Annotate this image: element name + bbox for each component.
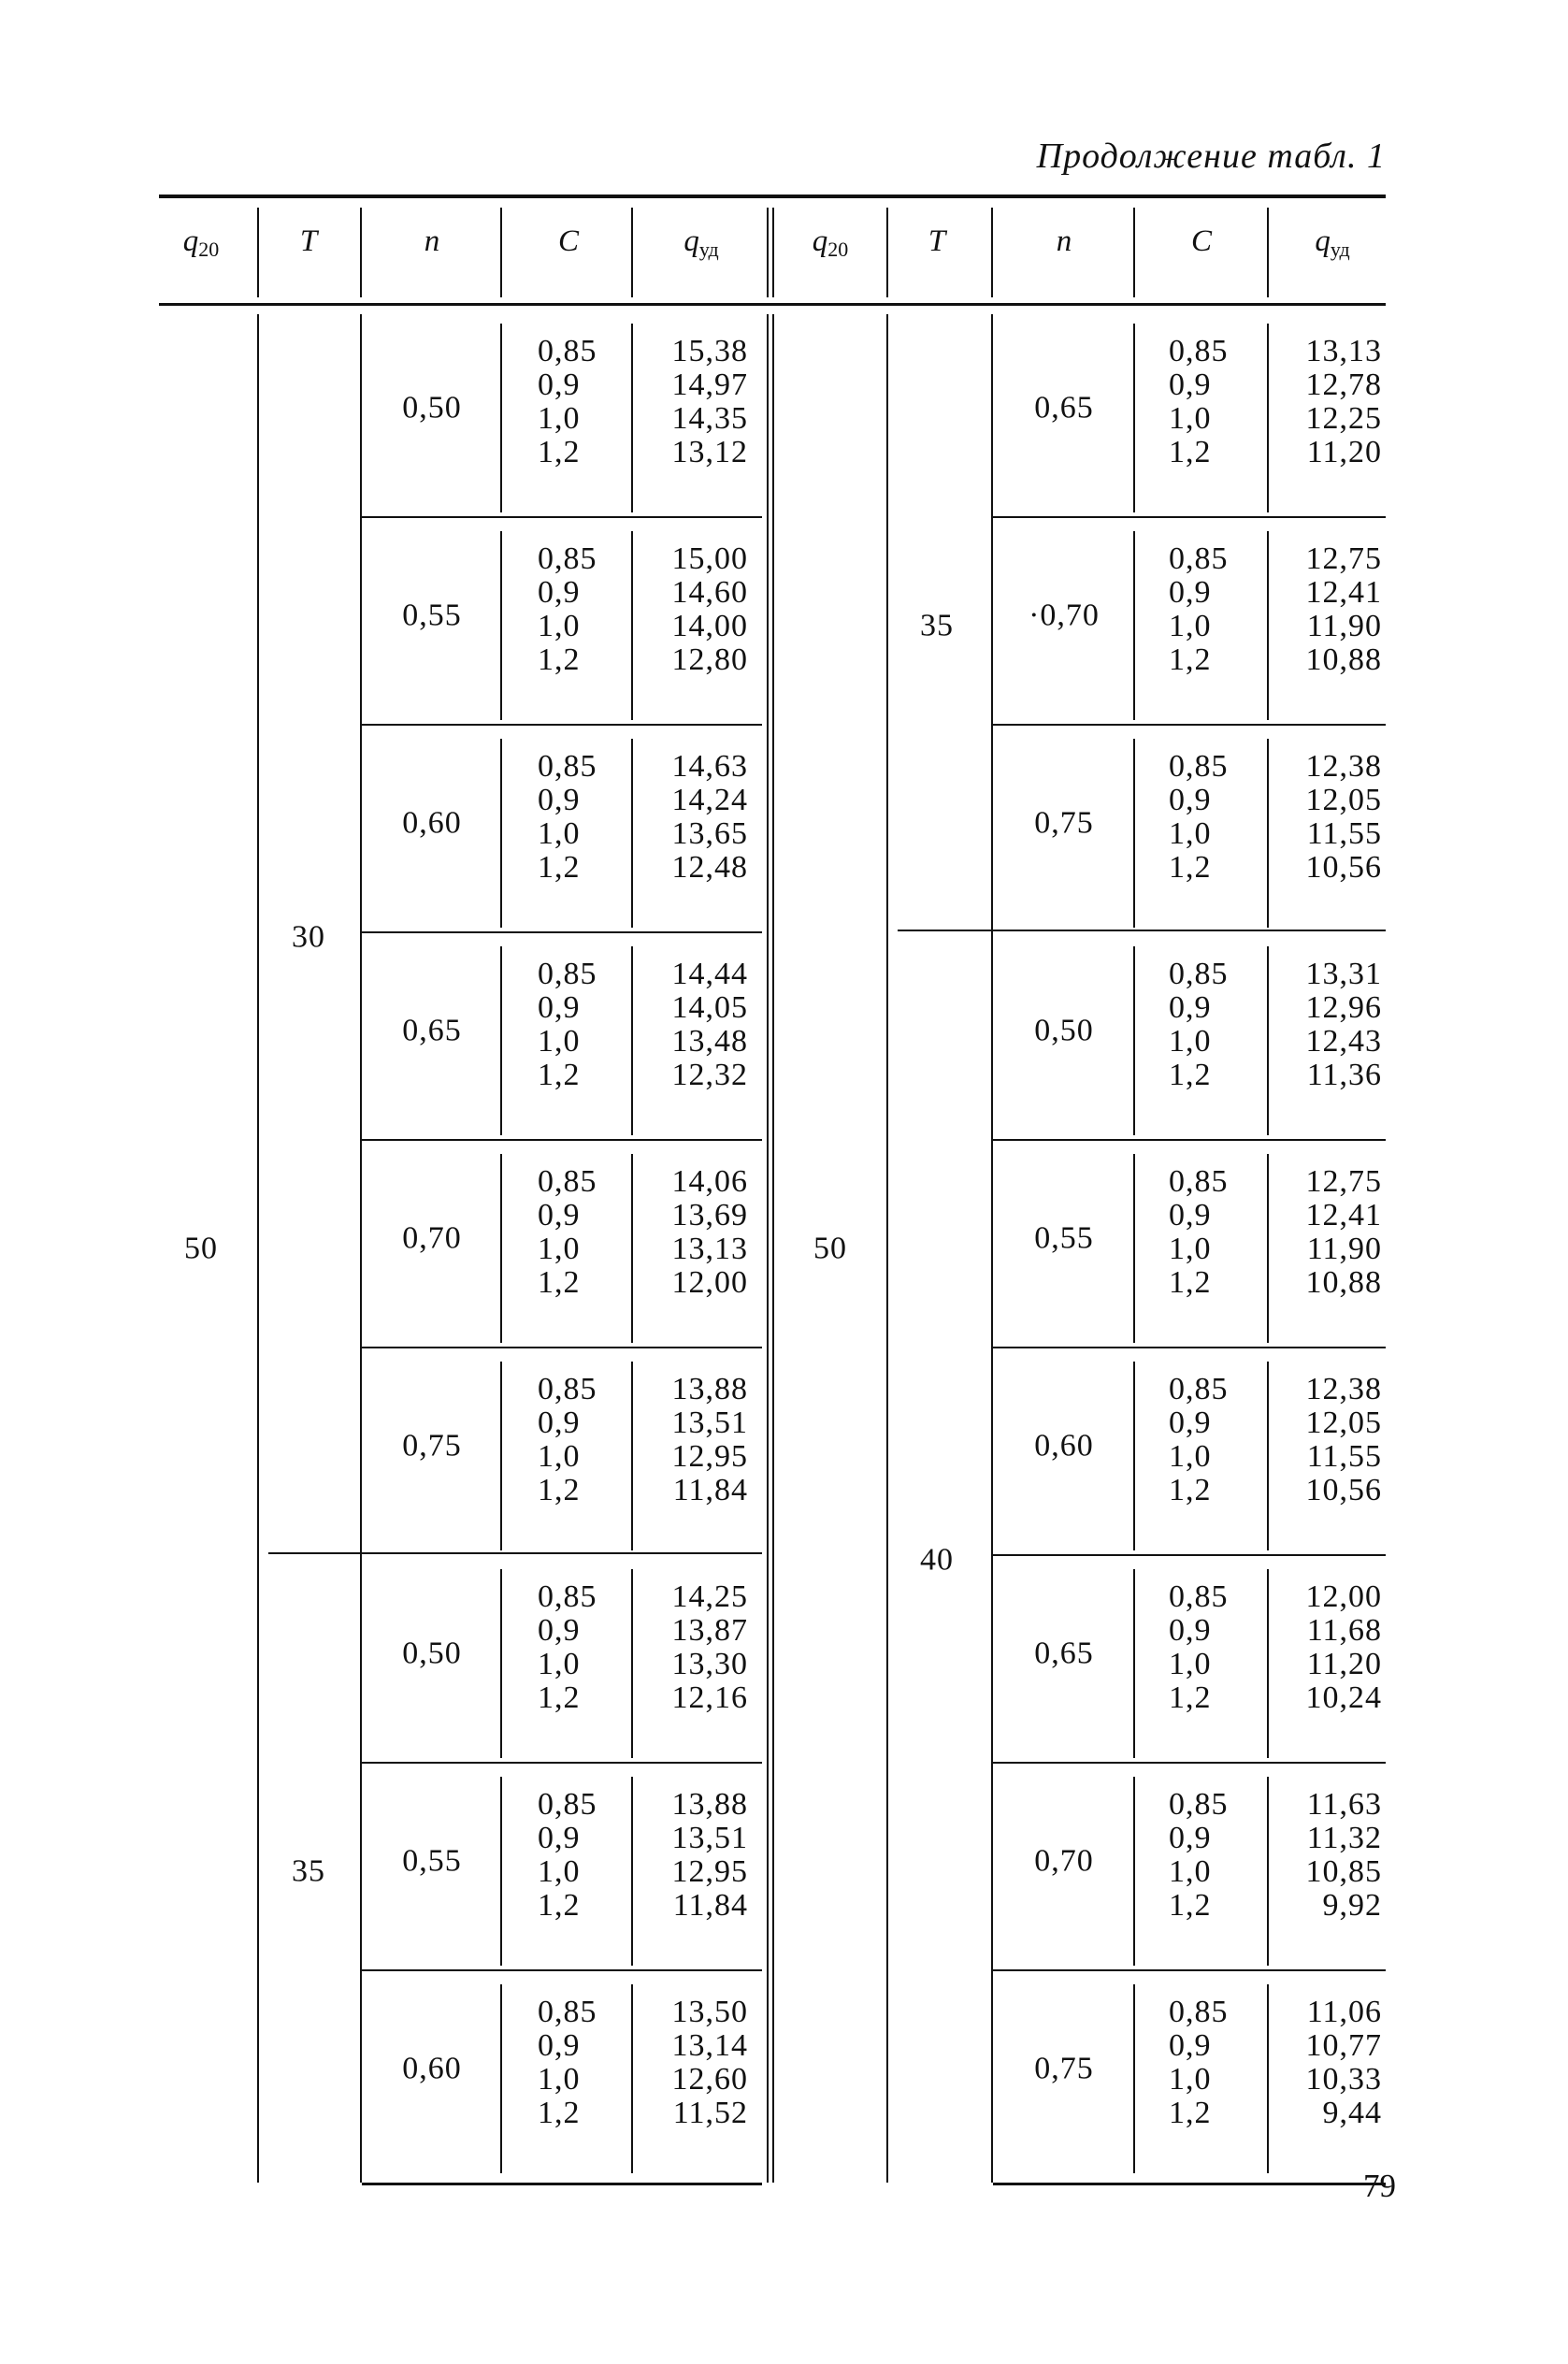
q-value: 11,52 [672, 2096, 748, 2130]
C-value: 1,2 [538, 1680, 581, 1715]
center-divider [772, 314, 774, 2183]
header-divider [257, 208, 259, 297]
q-value: 12,95 [671, 1854, 748, 1889]
C-value: 0,9 [1169, 783, 1212, 817]
q-value: 11,55 [1306, 816, 1382, 851]
header-center-divider [767, 208, 769, 297]
C-value: 0,85 [1169, 1787, 1229, 1822]
C-divider [500, 1777, 502, 1966]
C-value: 0,85 [1169, 1579, 1229, 1614]
C-value: 1,2 [1169, 1265, 1212, 1300]
q-value: 12,43 [1305, 1024, 1382, 1059]
n-value: 0,70 [402, 1220, 462, 1256]
q-value: 11,20 [1306, 435, 1382, 469]
q-divider [1267, 1569, 1269, 1758]
C-value: 0,85 [1169, 334, 1229, 368]
header-divider [1267, 208, 1269, 297]
n-value: 0,65 [402, 1013, 462, 1048]
C-divider [500, 1984, 502, 2173]
C-value: 1,2 [538, 2096, 581, 2130]
q-value: 11,32 [1306, 1821, 1382, 1855]
q-value: 12,00 [1305, 1579, 1382, 1614]
n-value: 0,50 [402, 1636, 462, 1671]
q-value: 10,33 [1305, 2062, 1382, 2097]
row-separator [362, 1762, 762, 1764]
T-divider [360, 314, 362, 2183]
q-value: 12,96 [1305, 990, 1382, 1025]
n-value: 0,60 [1034, 1428, 1094, 1463]
C-value: 1,2 [1169, 850, 1212, 885]
q-value: 14,24 [671, 783, 748, 817]
q20-value: 50 [184, 1231, 218, 1266]
q-divider [631, 1569, 633, 1758]
q-value: 10,56 [1305, 1473, 1382, 1507]
q-value: 12,60 [671, 2062, 748, 2097]
q-value: 11,20 [1306, 1647, 1382, 1681]
q-value: 10,88 [1305, 642, 1382, 677]
q-value: 14,60 [671, 575, 748, 610]
row-separator [993, 724, 1386, 726]
q-value: 14,05 [671, 990, 748, 1025]
q-value: 9,44 [1322, 2096, 1382, 2130]
q20-divider [257, 314, 259, 2183]
C-value: 0,9 [538, 2028, 581, 2063]
q-value: 12,00 [671, 1265, 748, 1300]
q-value: 13,13 [1305, 334, 1382, 368]
C-value: 1,2 [538, 1888, 581, 1923]
q-divider [1267, 324, 1269, 512]
q-value: 11,63 [1306, 1787, 1382, 1822]
q-value: 14,63 [671, 749, 748, 784]
C-value: 1,2 [1169, 435, 1212, 469]
q-value: 11,55 [1306, 1439, 1382, 1474]
C-divider [1133, 1154, 1135, 1343]
C-value: 0,85 [538, 749, 597, 784]
q-value: 12,05 [1305, 1405, 1382, 1440]
n-value: 0,50 [402, 390, 462, 425]
q-value: 13,31 [1305, 957, 1382, 991]
q-value: 11,84 [672, 1888, 748, 1923]
C-value: 1,0 [538, 1232, 581, 1266]
C-value: 0,85 [538, 541, 597, 576]
n-value: 0,75 [402, 1428, 462, 1463]
C-divider [1133, 324, 1135, 512]
C-value: 0,9 [1169, 1613, 1212, 1648]
T-value: 30 [292, 919, 325, 955]
row-separator [993, 1969, 1386, 1971]
q-divider [631, 324, 633, 512]
C-value: 0,85 [538, 334, 597, 368]
table-top-rule [159, 195, 1386, 198]
C-value: 1,2 [1169, 1058, 1212, 1092]
q-divider [631, 1154, 633, 1343]
C-value: 1,0 [538, 2062, 581, 2097]
C-value: 0,85 [1169, 1372, 1229, 1406]
C-divider [1133, 1362, 1135, 1550]
q-value: 13,88 [671, 1787, 748, 1822]
q-divider [1267, 1362, 1269, 1550]
q-value: 14,44 [671, 957, 748, 991]
table-bottom-rule [993, 2183, 1386, 2185]
C-value: 0,85 [538, 1372, 597, 1406]
C-value: 0,9 [538, 1405, 581, 1440]
header-bottom-rule [159, 303, 1386, 306]
T-value: 35 [292, 1853, 325, 1889]
table-bottom-rule [362, 2183, 762, 2185]
column-header-C-right: C [1190, 224, 1212, 258]
row-separator [993, 516, 1386, 518]
C-divider [500, 946, 502, 1135]
C-value: 0,9 [538, 1613, 581, 1648]
C-value: 0,85 [538, 1995, 597, 2029]
q-value: 13,51 [671, 1821, 748, 1855]
C-value: 0,85 [538, 1164, 597, 1199]
q-value: 12,25 [1305, 401, 1382, 436]
C-value: 1,2 [538, 435, 581, 469]
q-value: 10,88 [1305, 1265, 1382, 1300]
C-value: 0,9 [538, 990, 581, 1025]
C-value: 0,85 [1169, 1995, 1229, 2029]
n-value: 0,50 [1034, 1013, 1094, 1048]
n-value: 0,55 [402, 598, 462, 633]
column-header-q20-left: $q_{20}$ [182, 224, 220, 261]
q-value: 12,75 [1305, 541, 1382, 576]
C-value: 1,2 [538, 642, 581, 677]
q-value: 9,92 [1322, 1888, 1382, 1923]
column-header-T-left: T [299, 224, 318, 258]
header-divider [631, 208, 633, 297]
C-value: 0,9 [1169, 990, 1212, 1025]
C-value: 0,9 [1169, 368, 1212, 402]
header-divider [1133, 208, 1135, 297]
C-divider [500, 531, 502, 720]
n-value: 0,70 [1034, 1843, 1094, 1879]
q-value: 12,05 [1305, 783, 1382, 817]
T-value: 35 [920, 608, 954, 643]
q-value: 11,90 [1306, 1232, 1382, 1266]
q-value: 13,88 [671, 1372, 748, 1406]
q-value: 11,90 [1306, 609, 1382, 643]
q-value: 13,69 [671, 1198, 748, 1232]
C-value: 1,0 [538, 1439, 581, 1474]
q-value: 13,50 [671, 1995, 748, 2029]
C-value: 0,85 [1169, 749, 1229, 784]
q-value: 11,84 [672, 1473, 748, 1507]
C-divider [1133, 531, 1135, 720]
q-value: 12,41 [1305, 1198, 1382, 1232]
header-divider [991, 208, 993, 297]
row-separator [362, 724, 762, 726]
center-divider [767, 314, 769, 2183]
q-value: 14,97 [671, 368, 748, 402]
C-divider [1133, 1569, 1135, 1758]
C-value: 1,2 [1169, 1473, 1212, 1507]
C-value: 1,0 [538, 609, 581, 643]
C-value: 0,9 [538, 783, 581, 817]
C-value: 0,9 [1169, 2028, 1212, 2063]
C-value: 1,2 [538, 1473, 581, 1507]
header-center-divider [772, 208, 774, 297]
q-value: 13,12 [671, 435, 748, 469]
n-value: 0,65 [1034, 1636, 1094, 1671]
C-divider [1133, 1984, 1135, 2173]
C-divider [500, 1569, 502, 1758]
q-value: 12,16 [671, 1680, 748, 1715]
row-separator [993, 1347, 1386, 1348]
column-header-n-right: n [1056, 224, 1072, 258]
C-value: 0,85 [538, 1787, 597, 1822]
C-value: 1,0 [538, 1647, 581, 1681]
q-divider [1267, 739, 1269, 928]
C-value: 1,2 [538, 1265, 581, 1300]
C-divider [500, 324, 502, 512]
column-header-q20-right: $q_{20}$ [812, 224, 849, 261]
q-value: 10,56 [1305, 850, 1382, 885]
q-divider [1267, 1154, 1269, 1343]
q-value: 12,95 [671, 1439, 748, 1474]
q-value: 12,32 [671, 1058, 748, 1092]
C-value: 0,9 [1169, 1821, 1212, 1855]
C-value: 0,9 [538, 1198, 581, 1232]
C-value: 1,0 [1169, 1647, 1212, 1681]
n-value: 0,75 [1034, 805, 1094, 841]
C-divider [1133, 1777, 1135, 1966]
C-value: 0,85 [1169, 541, 1229, 576]
q-value: 13,51 [671, 1405, 748, 1440]
q-value: 13,87 [671, 1613, 748, 1648]
q-value: 14,00 [671, 609, 748, 643]
q20-divider [886, 314, 888, 2183]
C-divider [500, 1362, 502, 1550]
q-value: 12,38 [1305, 749, 1382, 784]
C-value: 1,2 [1169, 1888, 1212, 1923]
q-divider [631, 1984, 633, 2173]
q-divider [631, 739, 633, 928]
C-value: 0,9 [538, 1821, 581, 1855]
C-value: 0,85 [1169, 1164, 1229, 1199]
q-value: 13,48 [671, 1024, 748, 1059]
q-value: 13,65 [671, 816, 748, 851]
q-value: 12,48 [671, 850, 748, 885]
q-value: 13,30 [671, 1647, 748, 1681]
q-value: 14,35 [671, 401, 748, 436]
q-divider [631, 531, 633, 720]
C-divider [1133, 946, 1135, 1135]
n-value: 0,60 [402, 2051, 462, 2086]
q-value: 12,41 [1305, 575, 1382, 610]
column-header-qud-left: $q_{уд}$ [683, 224, 719, 261]
C-value: 1,0 [1169, 401, 1212, 436]
C-value: 1,2 [538, 850, 581, 885]
C-value: 1,2 [1169, 2096, 1212, 2130]
C-value: 0,9 [538, 368, 581, 402]
q-value: 12,38 [1305, 1372, 1382, 1406]
table-continuation-title: Продолжение табл. 1 [1036, 137, 1386, 176]
q-value: 12,75 [1305, 1164, 1382, 1199]
q-divider [631, 1777, 633, 1966]
column-header-n-left: n [424, 224, 440, 258]
row-separator [993, 1762, 1386, 1764]
C-value: 1,0 [1169, 816, 1212, 851]
C-value: 1,0 [1169, 1439, 1212, 1474]
page-number: 79 [1363, 2168, 1396, 2204]
C-divider [500, 739, 502, 928]
C-value: 1,0 [1169, 1854, 1212, 1889]
q-value: 13,13 [671, 1232, 748, 1266]
q-value: 12,80 [671, 642, 748, 677]
q-value: 15,38 [671, 334, 748, 368]
header-divider [500, 208, 502, 297]
C-divider [1133, 739, 1135, 928]
row-separator [362, 1139, 762, 1141]
C-divider [500, 1154, 502, 1343]
C-value: 1,0 [1169, 609, 1212, 643]
C-value: 0,9 [1169, 575, 1212, 610]
q-divider [1267, 1777, 1269, 1966]
q-value: 10,85 [1305, 1854, 1382, 1889]
n-value: ·0,70 [1029, 598, 1100, 633]
row-separator [362, 931, 762, 933]
C-value: 1,0 [1169, 1024, 1212, 1059]
q-divider [631, 946, 633, 1135]
q-value: 14,25 [671, 1579, 748, 1614]
q-value: 11,68 [1306, 1613, 1382, 1648]
C-value: 1,0 [1169, 1232, 1212, 1266]
T-value: 40 [920, 1542, 954, 1578]
column-header-T-right: T [928, 224, 946, 258]
header-divider [360, 208, 362, 297]
group-separator [268, 1552, 762, 1554]
q-divider [631, 1362, 633, 1550]
row-separator [362, 516, 762, 518]
C-value: 1,2 [538, 1058, 581, 1092]
q-value: 10,77 [1305, 2028, 1382, 2063]
row-separator [993, 1554, 1386, 1556]
C-value: 0,9 [1169, 1405, 1212, 1440]
q-divider [1267, 1984, 1269, 2173]
C-value: 1,0 [538, 401, 581, 436]
row-separator [362, 1969, 762, 1971]
n-value: 0,55 [402, 1843, 462, 1879]
group-separator [898, 930, 1386, 931]
T-divider [991, 314, 993, 2183]
C-value: 0,9 [538, 575, 581, 610]
row-separator [362, 1347, 762, 1348]
q-value: 11,36 [1306, 1058, 1382, 1092]
q-value: 14,06 [671, 1164, 748, 1199]
n-value: 0,55 [1034, 1220, 1094, 1256]
C-value: 0,9 [1169, 1198, 1212, 1232]
n-value: 0,65 [1034, 390, 1094, 425]
q-value: 13,14 [671, 2028, 748, 2063]
C-value: 1,0 [538, 816, 581, 851]
C-value: 1,0 [538, 1024, 581, 1059]
q-divider [1267, 946, 1269, 1135]
q20-value: 50 [813, 1231, 847, 1266]
column-header-C-left: C [557, 224, 579, 258]
q-value: 11,06 [1306, 1995, 1382, 2029]
C-value: 1,0 [538, 1854, 581, 1889]
C-value: 0,85 [538, 1579, 597, 1614]
C-value: 1,2 [1169, 642, 1212, 677]
column-header-qud-right: $q_{уд}$ [1315, 224, 1350, 261]
header-divider [886, 208, 888, 297]
C-value: 1,2 [1169, 1680, 1212, 1715]
C-value: 0,85 [1169, 957, 1229, 991]
C-value: 1,0 [1169, 2062, 1212, 2097]
row-separator [993, 1139, 1386, 1141]
C-value: 0,85 [538, 957, 597, 991]
q-value: 15,00 [671, 541, 748, 576]
q-value: 12,78 [1305, 368, 1382, 402]
n-value: 0,60 [402, 805, 462, 841]
n-value: 0,75 [1034, 2051, 1094, 2086]
q-divider [1267, 531, 1269, 720]
q-value: 10,24 [1305, 1680, 1382, 1715]
